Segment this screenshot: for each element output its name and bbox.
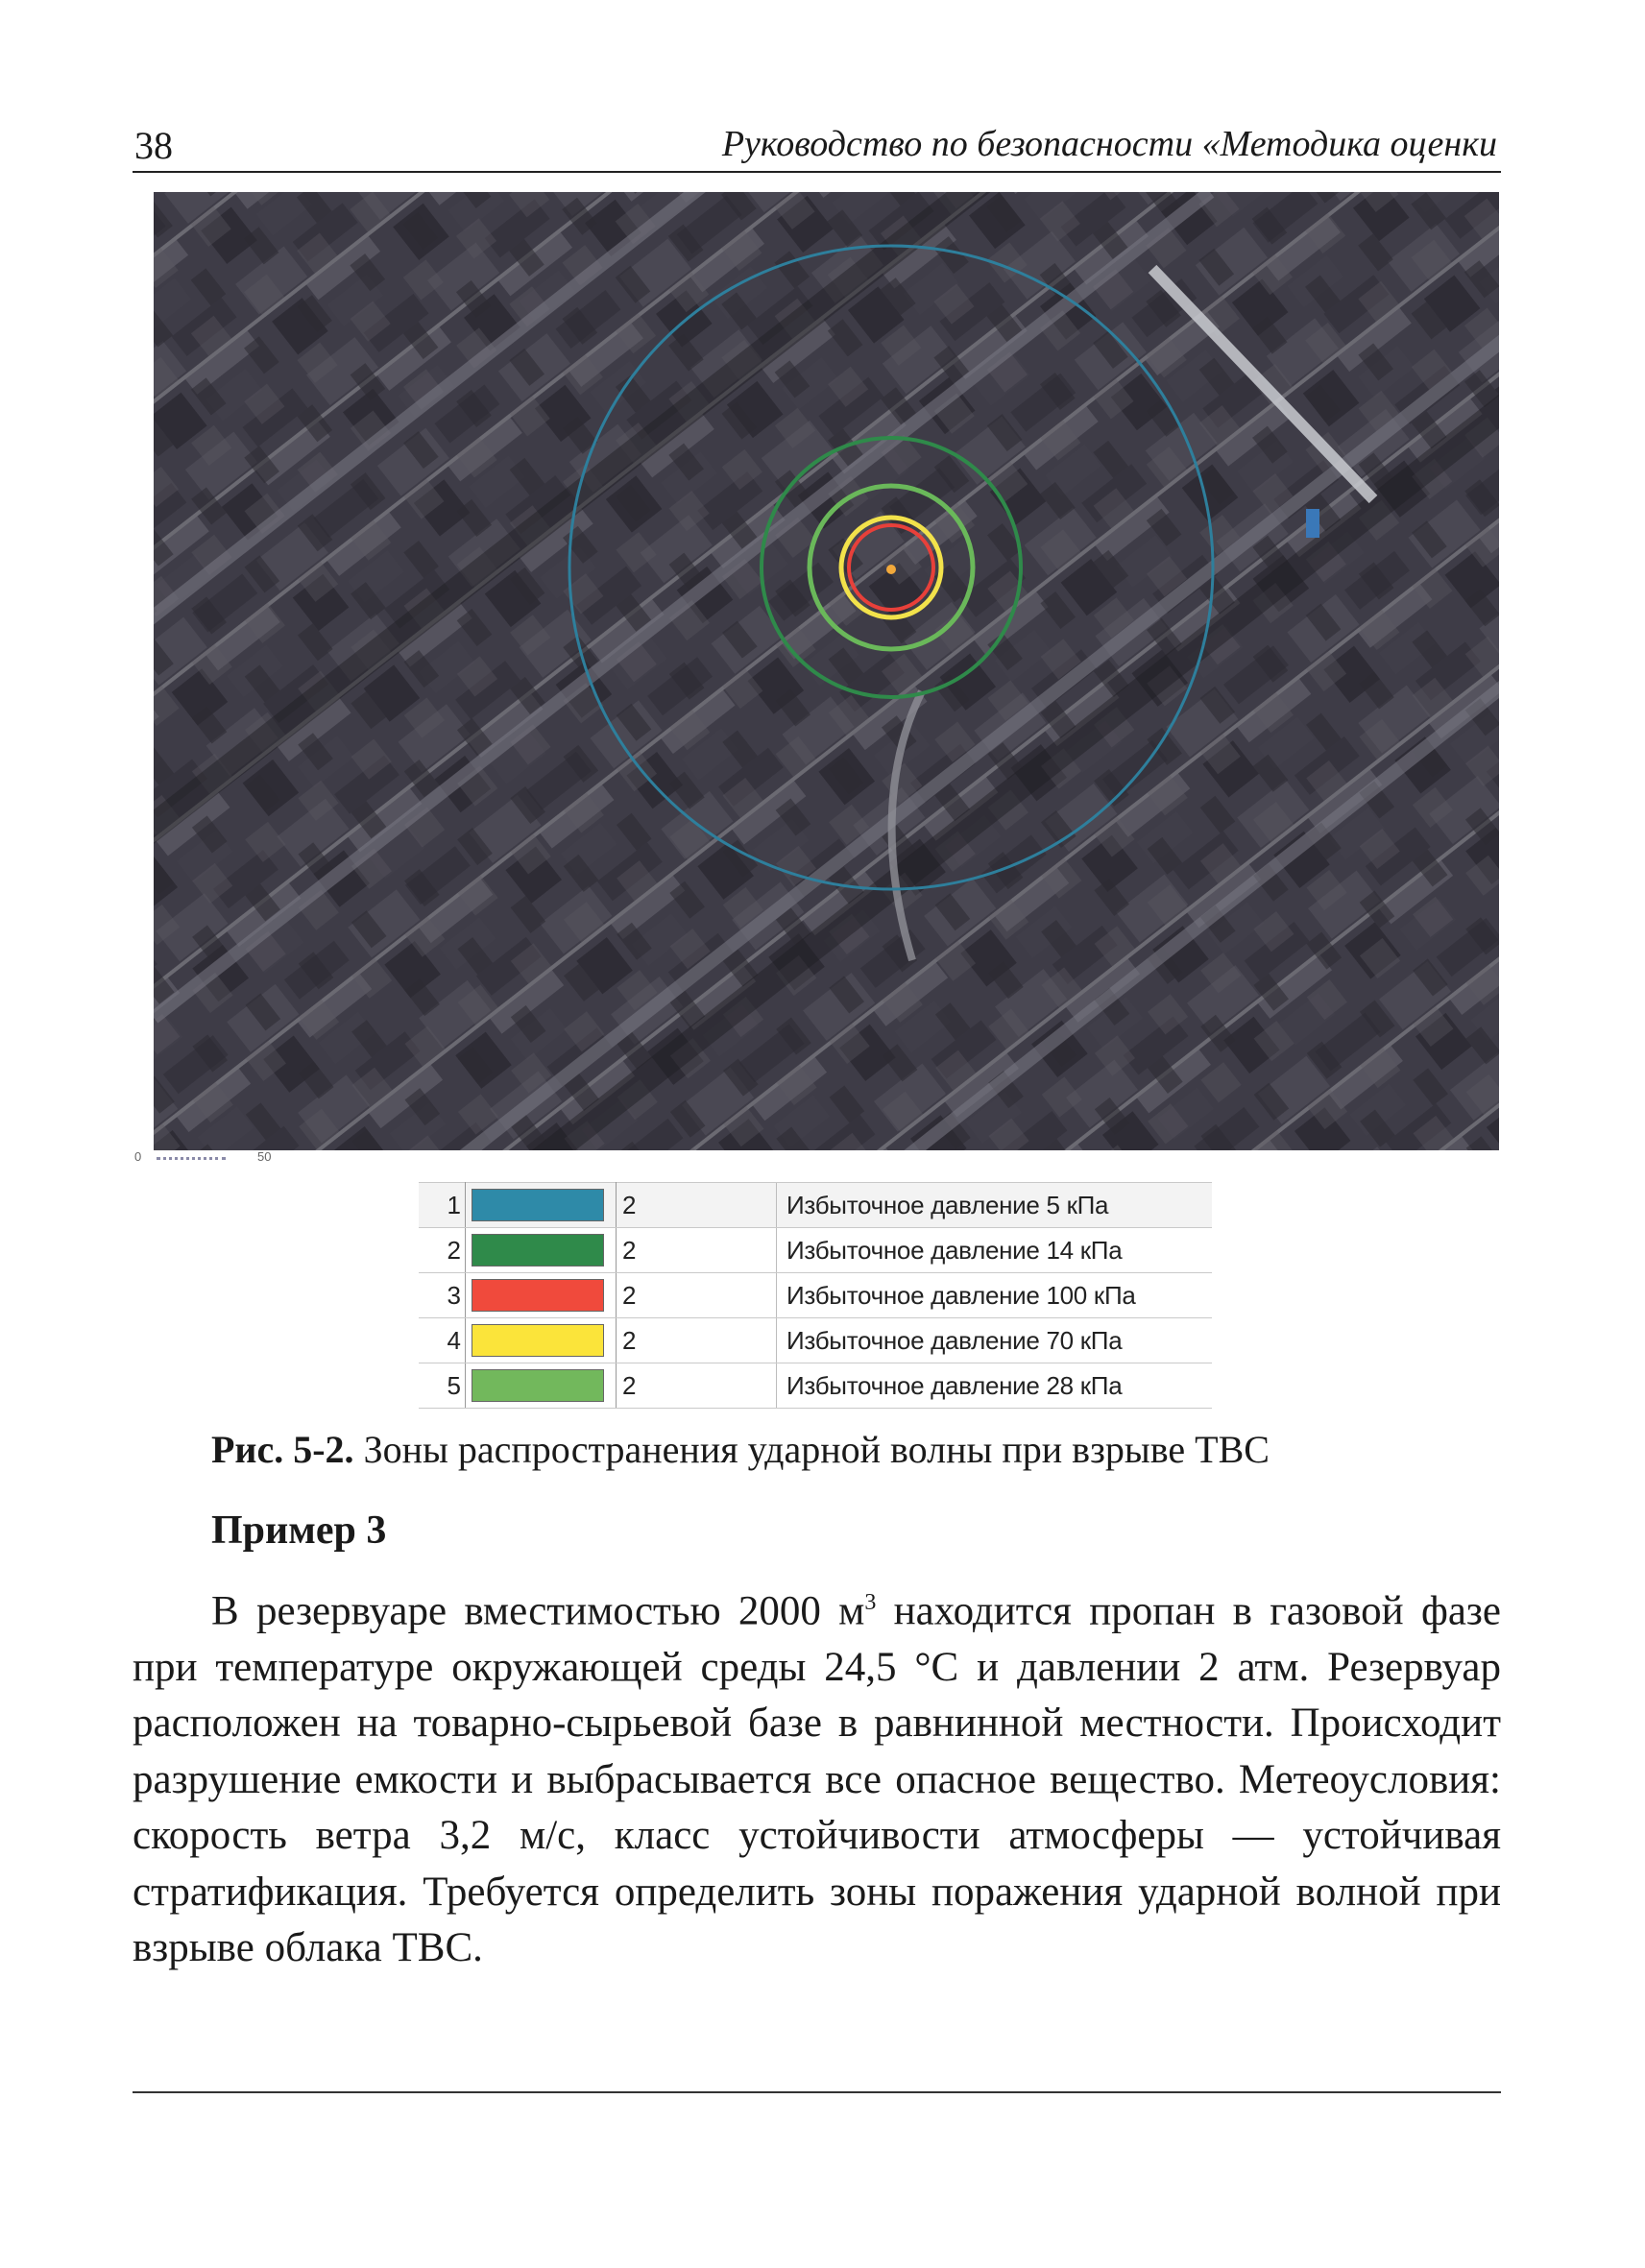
page-number: 38 bbox=[134, 124, 173, 167]
figure-caption bbox=[211, 1427, 1270, 1472]
figure-caption-label: Рис. 5-2. bbox=[211, 1428, 354, 1471]
legend-count: 2 bbox=[617, 1318, 777, 1363]
legend-row-number: 4 bbox=[419, 1318, 466, 1363]
legend-swatch-cell bbox=[466, 1363, 617, 1409]
legend-row bbox=[419, 1273, 1212, 1318]
legend-color-swatch bbox=[472, 1369, 604, 1402]
legend-row-number: 2 bbox=[419, 1228, 466, 1273]
explosion-source-marker bbox=[886, 565, 896, 574]
legend-swatch-cell bbox=[466, 1183, 617, 1228]
legend-swatch-cell bbox=[466, 1273, 617, 1318]
scale-end-label: 50 bbox=[257, 1149, 272, 1164]
legend-label: Избыточное давление 14 кПа bbox=[777, 1228, 1213, 1273]
legend-count: 2 bbox=[617, 1363, 777, 1409]
legend-count: 2 bbox=[617, 1228, 777, 1273]
legend-label: Избыточное давление 70 кПа bbox=[777, 1318, 1213, 1363]
cubic-superscript: 3 bbox=[864, 1590, 877, 1615]
legend-swatch-cell bbox=[466, 1318, 617, 1363]
figure-caption-text: Зоны распространения ударной волны при взрыве ТВС bbox=[363, 1428, 1270, 1471]
zones-legend-table bbox=[419, 1182, 1212, 1409]
legend-row-number: 3 bbox=[419, 1273, 466, 1318]
aerial-map bbox=[154, 192, 1499, 1150]
legend-row bbox=[419, 1318, 1212, 1363]
scale-start-label: 0 bbox=[134, 1149, 142, 1164]
map-scale-bar bbox=[134, 1150, 298, 1170]
aerial-map-figure bbox=[154, 192, 1499, 1150]
legend-color-swatch bbox=[472, 1324, 604, 1357]
paragraph-text-1: В резервуаре вместимостью 2000 м bbox=[211, 1588, 865, 1634]
page-header bbox=[133, 117, 1501, 173]
legend-row-number: 1 bbox=[419, 1183, 466, 1228]
legend-label: Избыточное давление 100 кПа bbox=[777, 1273, 1213, 1318]
bottom-rule bbox=[133, 2091, 1501, 2093]
legend-swatch-cell bbox=[466, 1228, 617, 1273]
legend-row bbox=[419, 1228, 1212, 1273]
legend-color-swatch bbox=[472, 1279, 604, 1312]
legend-row bbox=[419, 1363, 1212, 1409]
legend-label: Избыточное давление 28 кПа bbox=[777, 1363, 1213, 1409]
legend-color-swatch bbox=[472, 1234, 604, 1267]
paragraph-text-2: находится пропан в газовой фазе при температуре окружающей среды 24,5 °С и давлении 2 атм. Резервуар расположен на товарно-сырьевой базе в равнинной местности. Происходит разрушение емкости и выбрасывается все опасное вещество. Метеоусловия: скорость ветра 3,2 м/с, класс устойчивости атмосферы — устойчивая стратификация. Требуется определить зоны поражения ударной волной при взрыве облака ТВС. bbox=[133, 1588, 1501, 1971]
legend-row-number: 5 bbox=[419, 1363, 466, 1409]
legend-count: 2 bbox=[617, 1183, 777, 1228]
legend-color-swatch bbox=[472, 1189, 604, 1221]
example-paragraph bbox=[133, 1575, 1501, 1977]
running-title: Руководство по безопасности «Методика оценки bbox=[721, 124, 1497, 164]
legend-count: 2 bbox=[617, 1273, 777, 1318]
legend-row bbox=[419, 1183, 1212, 1228]
scale-ticks bbox=[157, 1154, 226, 1160]
example-title: Пример 3 bbox=[211, 1508, 387, 1553]
legend-label: Избыточное давление 5 кПа bbox=[777, 1183, 1213, 1228]
